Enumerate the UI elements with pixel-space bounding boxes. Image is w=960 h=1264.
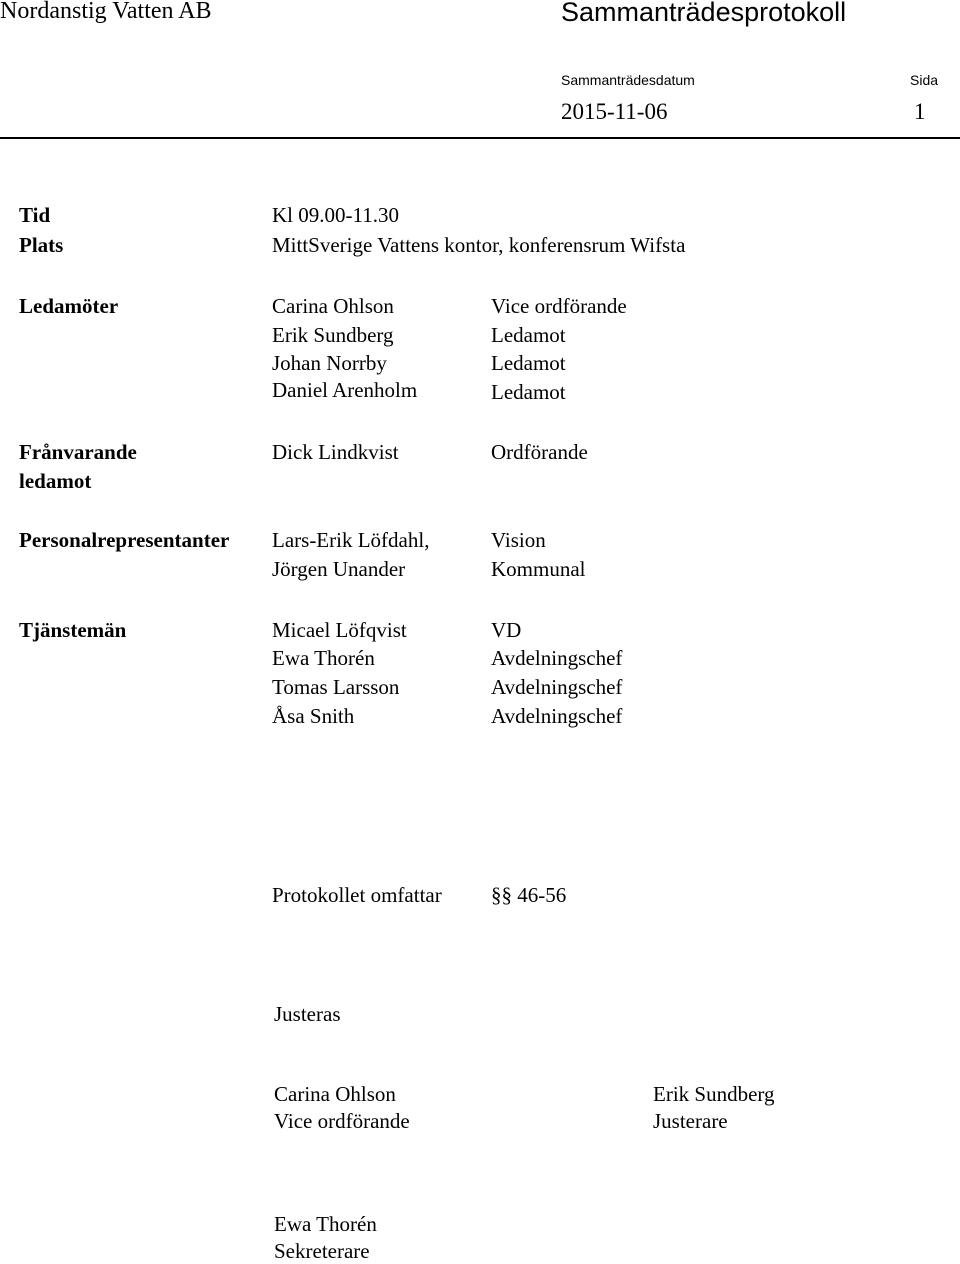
page-number: 1 xyxy=(914,99,926,124)
official-role: Avdelningschef xyxy=(491,675,623,699)
officials-label: Tjänstemän xyxy=(19,618,127,642)
member-name: Johan Norrby xyxy=(272,351,387,375)
signatory-role-right: Justerare xyxy=(653,1109,728,1133)
official-role: Avdelningschef xyxy=(491,704,623,728)
organization-name: Nordanstig Vatten AB xyxy=(0,0,212,24)
members-label: Ledamöter xyxy=(19,294,119,318)
absent-name: Dick Lindkvist xyxy=(272,440,399,464)
absent-label-line2: ledamot xyxy=(19,469,92,493)
signatory-name-left: Carina Ohlson xyxy=(274,1082,396,1106)
staff-rep-name: Lars-Erik Löfdahl, xyxy=(272,528,430,552)
place-value: MittSverige Vattens kontor, konferensrum Wifsta xyxy=(272,233,686,257)
member-role: Ledamot xyxy=(491,323,566,347)
header-divider xyxy=(0,137,960,139)
staff-rep-union: Kommunal xyxy=(491,557,586,581)
staff-rep-union: Vision xyxy=(491,528,546,552)
member-role: Ledamot xyxy=(491,380,566,404)
time-label: Tid xyxy=(19,203,51,227)
absent-label-line1: Frånvarande xyxy=(19,440,137,464)
official-role: Avdelningschef xyxy=(491,646,623,670)
page-label: Sida xyxy=(910,72,939,88)
official-name: Tomas Larsson xyxy=(272,675,400,699)
protocol-range-label: Protokollet omfattar xyxy=(272,883,442,907)
absent-role: Ordförande xyxy=(491,440,588,464)
place-label: Plats xyxy=(19,233,64,257)
member-name: Carina Ohlson xyxy=(272,294,394,318)
secretary-name: Ewa Thorén xyxy=(274,1212,377,1236)
signatory-role-left: Vice ordförande xyxy=(274,1109,410,1133)
official-name: Micael Löfqvist xyxy=(272,618,407,642)
official-role: VD xyxy=(491,618,522,642)
staff-reps-label: Personalrepresentanter xyxy=(19,528,230,552)
member-role: Vice ordförande xyxy=(491,294,627,318)
official-name: Åsa Snith xyxy=(272,704,355,728)
meeting-date-label: Sammanträdesdatum xyxy=(561,72,695,88)
member-name: Daniel Arenholm xyxy=(272,378,418,402)
staff-rep-name: Jörgen Unander xyxy=(272,557,406,581)
member-role: Ledamot xyxy=(491,351,566,375)
protocol-sections: §§ 46-56 xyxy=(491,883,567,907)
secretary-role: Sekreterare xyxy=(274,1239,370,1263)
member-name: Erik Sundberg xyxy=(272,323,394,347)
document-title: Sammanträdesprotokoll xyxy=(561,0,847,27)
meeting-date-value: 2015-11-06 xyxy=(561,99,668,124)
signatory-name-right: Erik Sundberg xyxy=(653,1082,775,1106)
adjustment-heading: Justeras xyxy=(274,1002,341,1026)
time-value: Kl 09.00-11.30 xyxy=(272,203,399,227)
official-name: Ewa Thorén xyxy=(272,646,375,670)
